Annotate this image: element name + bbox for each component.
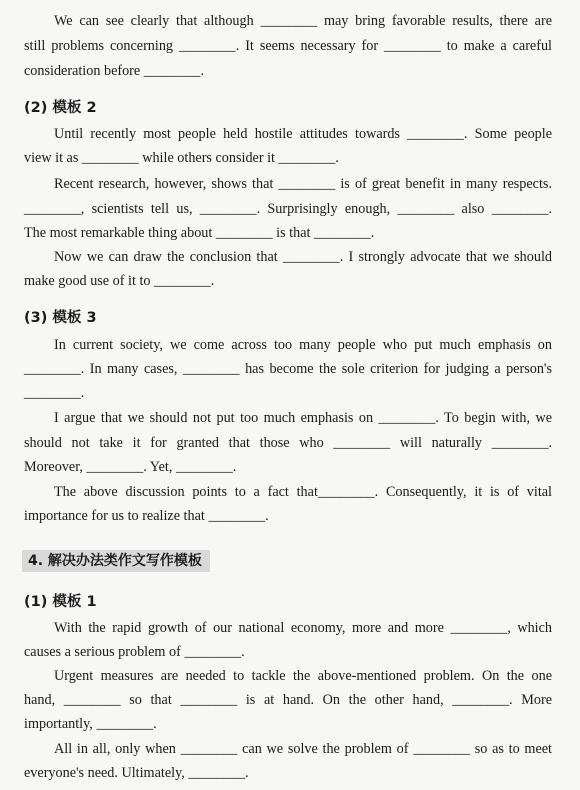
text-line: Urgent measures are needed to tackle the above-mentioned problem. On the one [54, 668, 552, 684]
text-line: Moreover, ________. Yet, ________. [24, 459, 237, 475]
text-line: Now we can draw the conclusion that ________. I strongly advocate that we should [54, 249, 552, 265]
template-1-heading: (1) 模板 1 [24, 594, 97, 610]
text-line: ________. [24, 385, 85, 401]
text-line: With the rapid growth of our national economy, more and more ________, which [54, 620, 552, 636]
text-line: The above discussion points to a fact that________. Consequently, it is of vital [54, 484, 552, 500]
text-line: view it as ________ while others consider it ________. [24, 150, 339, 166]
text-line: importantly, ________. [24, 716, 157, 732]
text-line: make good use of it to ________. [24, 273, 215, 289]
text-line: Until recently most people held hostile attitudes towards ________. Some people [54, 126, 552, 142]
text-line: ________, scientists tell us, ________. Surprisingly enough, ________ also ________. [24, 201, 552, 217]
text-line: ________. In many cases, ________ has become the sole criterion for judging a person's [24, 361, 552, 377]
text-line: importance for us to realize that ________. [24, 508, 269, 524]
text-line: consideration before ________. [24, 63, 205, 79]
text-line: In current society, we come across too many people who put much emphasis on [54, 337, 552, 353]
template-3-heading: (3) 模板 3 [24, 310, 97, 326]
text-line: I argue that we should not put too much emphasis on ________. To begin with, we [54, 410, 552, 426]
text-line: still problems concerning ________. It seems necessary for ________ to make a careful [24, 38, 552, 54]
text-line: causes a serious problem of ________. [24, 644, 245, 660]
text-line: All in all, only when ________ can we solve the problem of ________ so as to meet [54, 741, 552, 757]
text-line: everyone's need. Ultimately, ________. [24, 765, 249, 781]
text-line: Recent research, however, shows that ________ is of great benefit in many respects. [54, 176, 552, 192]
template-2-heading: (2) 模板 2 [24, 100, 97, 116]
text-line: The most remarkable thing about ________ is that ________. [24, 225, 375, 241]
section-4-heading: 4. 解决办法类作文写作模板 [22, 550, 210, 572]
text-line: We can see clearly that although ________ may bring favorable results, there are [54, 13, 552, 29]
text-line: should not take it for granted that those who ________ will naturally ________. [24, 435, 552, 451]
text-line: hand, ________ so that ________ is at hand. On the other hand, ________. More [24, 692, 552, 708]
